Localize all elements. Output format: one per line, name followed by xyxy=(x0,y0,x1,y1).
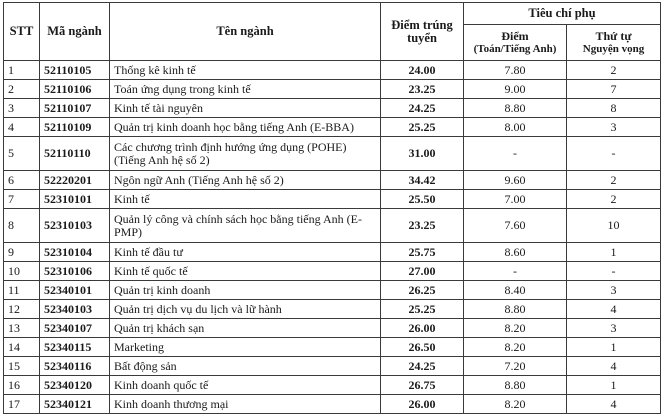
cell-admission-score: 25.50 xyxy=(381,190,464,209)
cell-major-code: 52340107 xyxy=(40,319,110,338)
cell-major-name: Kinh tế xyxy=(110,190,381,209)
cell-stt: 4 xyxy=(4,118,40,137)
cell-major-code: 52110107 xyxy=(40,99,110,118)
cell-stt: 7 xyxy=(4,190,40,209)
table-row xyxy=(4,61,661,80)
cell-admission-score: 26.25 xyxy=(381,281,464,300)
header-sub-score xyxy=(464,25,567,61)
cell-admission-score: 25.75 xyxy=(381,243,464,262)
cell-major-code: 52110106 xyxy=(40,80,110,99)
cell-stt: 11 xyxy=(4,281,40,300)
cell-major-name: Kinh tế tài nguyên xyxy=(110,99,381,118)
cell-stt: 1 xyxy=(4,61,40,80)
cell-major-name: Quản trị khách sạn xyxy=(110,319,381,338)
cell-major-name: Toán ứng dụng trong kinh tế xyxy=(110,80,381,99)
cell-preference-order: 8 xyxy=(567,99,661,118)
cell-preference-order: 2 xyxy=(567,171,661,190)
table-row xyxy=(4,118,661,137)
cell-major-name: Quản lý công và chính sách học bằng tiếng Anh (E-PMP) xyxy=(110,209,381,243)
cell-stt: 12 xyxy=(4,300,40,319)
cell-major-code: 52340120 xyxy=(40,376,110,395)
cell-major-name: Quản trị kinh doanh học bằng tiếng Anh (E-BBA) xyxy=(110,118,381,137)
cell-major-name: Quản trị dịch vụ du lịch và lữ hành xyxy=(110,300,381,319)
table-row xyxy=(4,338,661,357)
cell-major-code: 52340101 xyxy=(40,281,110,300)
header-subcriteria: Tiêu chí phụ xyxy=(464,3,661,25)
table-row xyxy=(4,243,661,262)
cell-preference-order: 3 xyxy=(567,281,661,300)
cell-admission-score: 34.42 xyxy=(381,171,464,190)
header-major-name: Tên ngành xyxy=(110,3,381,61)
cell-preference-order: 2 xyxy=(567,190,661,209)
cell-major-name: Ngôn ngữ Anh (Tiếng Anh hệ số 2) xyxy=(110,171,381,190)
cell-stt: 8 xyxy=(4,209,40,243)
cell-major-code: 52340115 xyxy=(40,338,110,357)
cell-major-name: Kinh doanh thương mại xyxy=(110,395,381,414)
cell-admission-score: 31.00 xyxy=(381,137,464,171)
cell-major-code: 52340116 xyxy=(40,357,110,376)
admission-scores-table xyxy=(3,2,661,414)
cell-major-code: 52110105 xyxy=(40,61,110,80)
cell-major-code: 52340103 xyxy=(40,300,110,319)
cell-sub-score: 8.80 xyxy=(464,300,567,319)
cell-stt: 5 xyxy=(4,137,40,171)
cell-sub-score: 8.40 xyxy=(464,281,567,300)
cell-stt: 17 xyxy=(4,395,40,414)
header-sub-score-line2: (Toán/Tiếng Anh) xyxy=(473,42,557,55)
cell-admission-score: 23.25 xyxy=(381,209,464,243)
cell-preference-order: 4 xyxy=(567,300,661,319)
cell-major-code: 52310104 xyxy=(40,243,110,262)
cell-admission-score: 24.00 xyxy=(381,61,464,80)
cell-sub-score: 7.20 xyxy=(464,357,567,376)
cell-preference-order: 1 xyxy=(567,338,661,357)
cell-sub-score: 9.00 xyxy=(464,80,567,99)
cell-preference-order: 3 xyxy=(567,118,661,137)
cell-sub-score: 8.60 xyxy=(464,243,567,262)
cell-stt: 6 xyxy=(4,171,40,190)
header-preference-order-line2: Nguyện vọng xyxy=(582,42,645,55)
cell-major-name: Bất động sản xyxy=(110,357,381,376)
cell-major-code: 52310103 xyxy=(40,209,110,243)
cell-preference-order: 7 xyxy=(567,80,661,99)
cell-major-code: 52220201 xyxy=(40,171,110,190)
cell-admission-score: 24.25 xyxy=(381,357,464,376)
cell-major-name: Quản trị kinh doanh xyxy=(110,281,381,300)
cell-stt: 10 xyxy=(4,262,40,281)
cell-stt: 13 xyxy=(4,319,40,338)
header-preference-order xyxy=(567,25,661,61)
table-row xyxy=(4,137,661,171)
cell-preference-order: 10 xyxy=(567,209,661,243)
cell-stt: 15 xyxy=(4,357,40,376)
cell-sub-score: 8.80 xyxy=(464,376,567,395)
table-row xyxy=(4,300,661,319)
cell-admission-score: 23.25 xyxy=(381,80,464,99)
table-row xyxy=(4,262,661,281)
cell-sub-score: - xyxy=(464,262,567,281)
header-admission-score-line1: Điểm trúng xyxy=(391,17,453,32)
cell-sub-score: 7.60 xyxy=(464,209,567,243)
header-sub-score-line1: Điểm xyxy=(501,28,529,43)
cell-major-code: 52340121 xyxy=(40,395,110,414)
cell-preference-order: - xyxy=(567,262,661,281)
cell-stt: 16 xyxy=(4,376,40,395)
cell-preference-order: 1 xyxy=(567,376,661,395)
table-row xyxy=(4,171,661,190)
header-stt: STT xyxy=(4,3,40,61)
header-admission-score xyxy=(381,3,464,61)
table-row xyxy=(4,395,661,414)
cell-major-name: Các chương trình định hướng ứng dụng (POHE) (Tiếng Anh hệ số 2) xyxy=(110,137,381,171)
table-row xyxy=(4,357,661,376)
cell-stt: 9 xyxy=(4,243,40,262)
cell-stt: 14 xyxy=(4,338,40,357)
table-row xyxy=(4,376,661,395)
cell-major-code: 52110110 xyxy=(40,137,110,171)
cell-admission-score: 26.00 xyxy=(381,395,464,414)
header-admission-score-line2: tuyển xyxy=(407,30,437,45)
table-row xyxy=(4,209,661,243)
cell-admission-score: 27.00 xyxy=(381,262,464,281)
cell-major-name: Kinh tế đầu tư xyxy=(110,243,381,262)
cell-stt: 3 xyxy=(4,99,40,118)
table-row xyxy=(4,281,661,300)
cell-preference-order: 2 xyxy=(567,61,661,80)
cell-preference-order: - xyxy=(567,137,661,171)
cell-major-name: Marketing xyxy=(110,338,381,357)
table-row xyxy=(4,190,661,209)
cell-admission-score: 25.25 xyxy=(381,300,464,319)
header-preference-order-line1: Thứ tự xyxy=(595,28,632,43)
cell-preference-order: 4 xyxy=(567,357,661,376)
table-body xyxy=(4,61,661,414)
cell-sub-score: 8.80 xyxy=(464,99,567,118)
table-row xyxy=(4,99,661,118)
cell-admission-score: 26.75 xyxy=(381,376,464,395)
cell-admission-score: 26.50 xyxy=(381,338,464,357)
cell-sub-score: 8.00 xyxy=(464,118,567,137)
cell-major-code: 52110109 xyxy=(40,118,110,137)
header-major-code: Mã ngành xyxy=(40,3,110,61)
table-row xyxy=(4,319,661,338)
cell-major-code: 52310101 xyxy=(40,190,110,209)
cell-preference-order: 4 xyxy=(567,395,661,414)
cell-sub-score: 8.20 xyxy=(464,338,567,357)
cell-sub-score: - xyxy=(464,137,567,171)
cell-preference-order: 1 xyxy=(567,243,661,262)
cell-sub-score: 8.20 xyxy=(464,395,567,414)
table-header xyxy=(4,3,661,61)
cell-preference-order: 3 xyxy=(567,319,661,338)
cell-sub-score: 7.00 xyxy=(464,190,567,209)
cell-stt: 2 xyxy=(4,80,40,99)
cell-admission-score: 25.25 xyxy=(381,118,464,137)
cell-sub-score: 7.80 xyxy=(464,61,567,80)
cell-major-name: Kinh doanh quốc tế xyxy=(110,376,381,395)
cell-sub-score: 9.60 xyxy=(464,171,567,190)
cell-major-name: Thống kê kinh tế xyxy=(110,61,381,80)
cell-admission-score: 24.25 xyxy=(381,99,464,118)
cell-admission-score: 26.00 xyxy=(381,319,464,338)
cell-major-name: Kinh tế quốc tế xyxy=(110,262,381,281)
cell-sub-score: 8.20 xyxy=(464,319,567,338)
cell-major-code: 52310106 xyxy=(40,262,110,281)
table-row xyxy=(4,80,661,99)
